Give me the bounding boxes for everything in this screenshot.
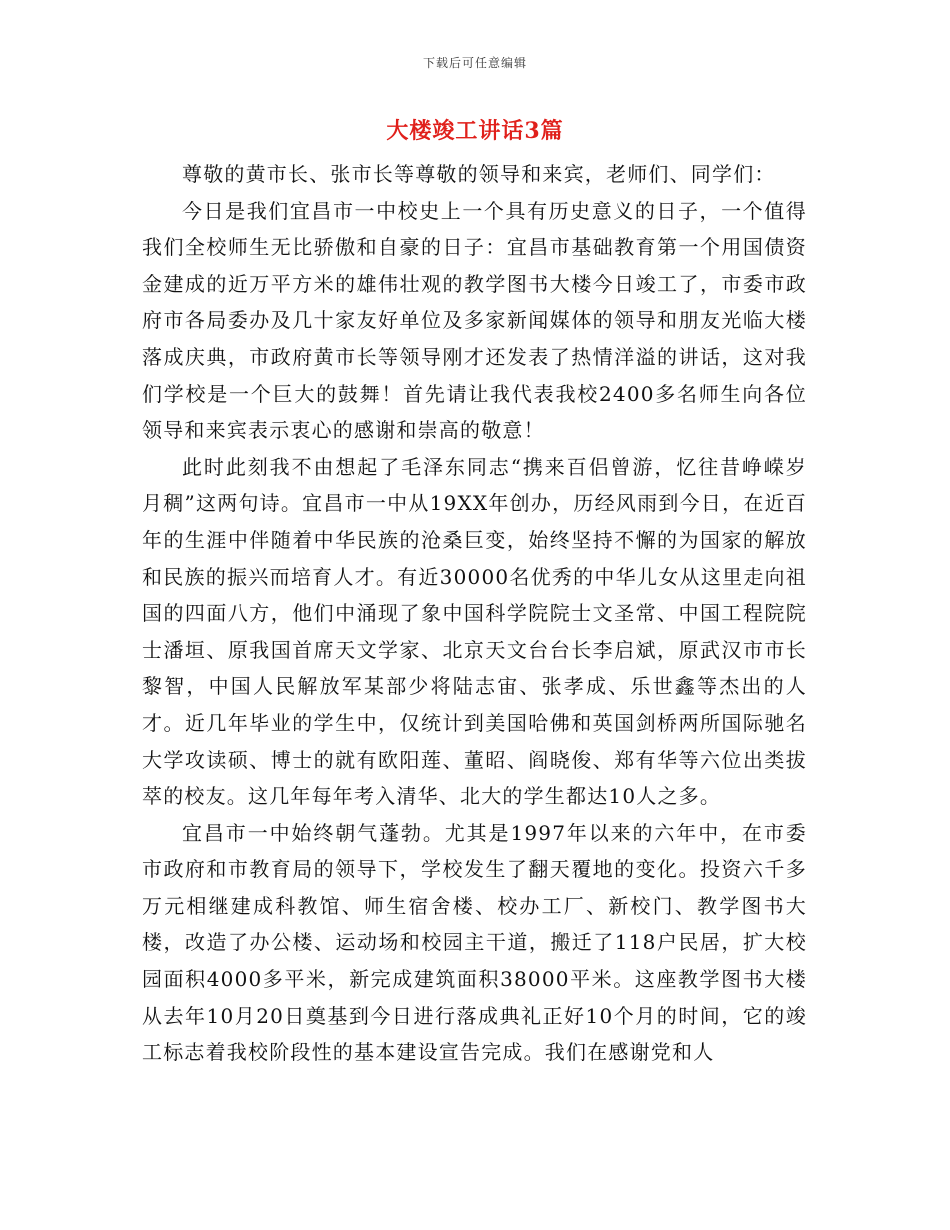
paragraph-salutation: 尊敬的黄市长、张市长等尊敬的领导和来宾，老师们、同学们：	[182, 162, 776, 186]
document-body	[142, 156, 807, 1071]
header-note: 下载后可任意编辑	[422, 56, 527, 70]
document-title: 大楼竣工讲话3篇	[386, 118, 564, 144]
paragraph-1: 今日是我们宜昌市一中校史上一个具有历史意义的日子，一个值得我们全校师生无比骄傲和自豪的日子：宜昌市基础教育第一个用国债资金建成的近万平方米的雄伟壮观的教学图书大楼今日竣工了，市委市政府市各局委办及几十家友好单位及多家新闻媒体的领导和朋友光临大楼落成庆典，市政府黄市长等领导刚才还发表了热情洋溢的讲话，这对我们学校是一个巨大的鼓舞！首先请让我代表我校2400多名师生向各位领导和来宾表示衷心的感谢和崇高的敬意！	[142, 198, 807, 443]
paragraph-3: 宜昌市一中始终朝气蓬勃。尤其是1997年以来的六年中，在市委市政府和市教育局的领导下，学校发生了翻天覆地的变化。投资六千多万元相继建成科教馆、师生宿舍楼、校办工厂、新校门、教学图书大楼，改造了办公楼、运动场和校园主干道，搬迁了118户民居，扩大校园面积4000多平米，新完成建筑面积38000平米。这座教学图书大楼从去年10月20日奠基到今日进行落成典礼正好10个月的时间，它的竣工标志着我校阶段性的基本建设宣告完成。我们在感谢党和人	[142, 820, 807, 1065]
paragraph-2: 此时此刻我不由想起了毛泽东同志“携来百侣曾游，忆往昔峥嵘岁月稠”这两句诗。宜昌市一中从19XX年创办，历经风雨到今日，在近百年的生涯中伴随着中华民族的沧桑巨变，始终坚持不懈的为国家的解放和民族的振兴而培育人才。有近30000名优秀的中华儿女从这里走向祖国的四面八方，他们中涌现了象中国科学院院士文圣常、中国工程院院士潘垣、原我国首席天文学家、北京天文台台长李启斌，原武汉市市长黎智，中国人民解放军某部少将陆志宙、张孝成、乐世鑫等杰出的人才。近几年毕业的学生中，仅统计到美国哈佛和英国剑桥两所国际驰名大学攻读硕、博士的就有欧阳莲、董昭、阎晓俊、郑有华等六位出类拔萃的校友。这几年每年考入清华、北大的学生都达10人之多。	[142, 454, 807, 809]
